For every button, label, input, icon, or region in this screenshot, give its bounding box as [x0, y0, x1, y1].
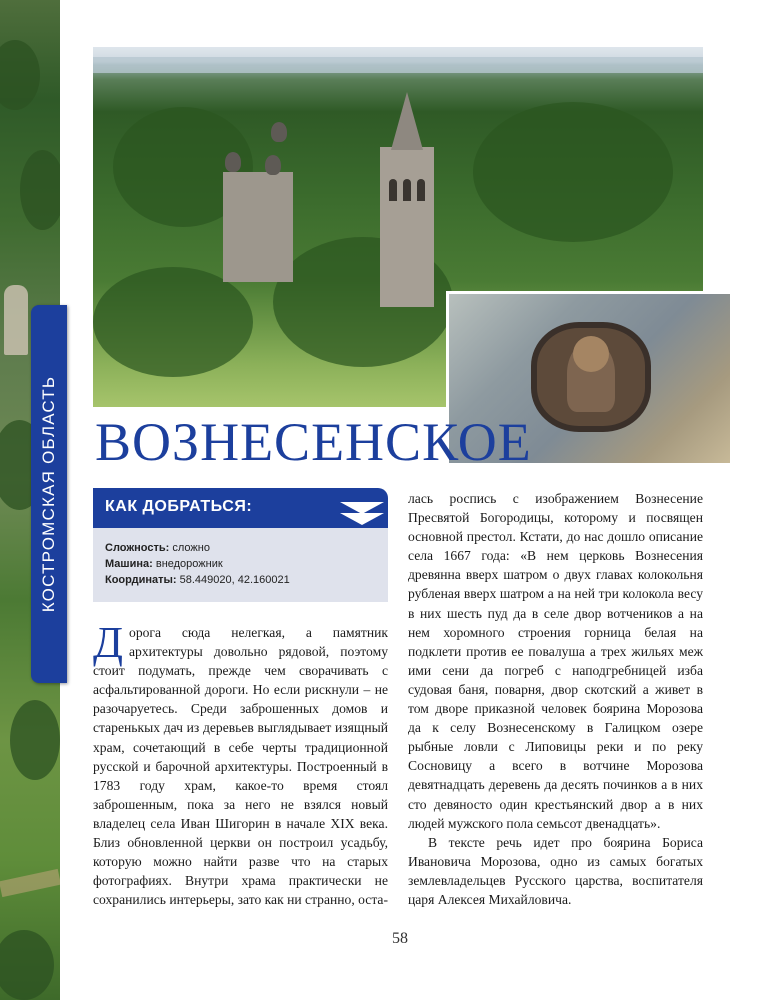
article-text-1: орога сюда нелегкая, а памятник архитектуры довольно рядовой, поэтому стоит подумать, прежде чем сворачивать с асфальтированной дороги. Но если рискнули – не разочаруетесь. Среди заброшенных домов и старенькых дач из деревьев выглядывает изящный храм, сочетающий в себе черты традиционной русской и барочной архитектуры. Построенный в 1783 году храм, какое-то время стоял заброшенным, пока за него не взялся новый владелец села Иван Шигорин в начале XIX века. Близ обновленной церкви он построил усадьбу, которую можно найти разве что на старых фотографиях. Внутри храма практически не сохранились интерьеры, зато как ни странно, оста-: [93, 625, 388, 908]
drop-cap: Д: [93, 618, 124, 667]
vehicle-label: Машина:: [105, 558, 153, 570]
article-paragraph-1: [93, 618, 388, 909]
strip-tree: [20, 150, 60, 230]
strip-church: [4, 285, 28, 355]
article-paragraph-3: В тексте речь идет про боярина Бориса Ивановича Морозова, одно из самых богатых землевладельцев Русского царства, воспитателя царя Алексея Михайловича.: [408, 834, 703, 907]
belltower-spire: [391, 92, 423, 150]
coords-value: 58.449020, 42.160021: [179, 574, 290, 586]
difficulty-label: Сложность:: [105, 542, 170, 554]
church-dome: [265, 155, 281, 175]
difficulty-line: [105, 542, 210, 554]
photo-church: [223, 172, 293, 282]
how-to-get-header: [93, 488, 388, 528]
how-to-get-heading: КАК ДОБРАТЬСЯ:: [105, 498, 253, 515]
article-paragraph-2: лась роспись с изображением Вознесение Пресвятой Богородицы, которому и посвящен основной престол. Кстати, до нас дошло описание села 1667 года: «В нем церковь Вознесения древянна вверх шатром о двух главах колокольня рубленая вверх шатром а на ней три колокола весу в них шесть пуд да в селе двор вотчеников а на нем хоромного строения горница белая на подклети против ее повалуша а трех жильях меж ими сени да погреб с наподгребницей изба судовая баня, поварня, двор скотский а живет в том дворе приказной человек боярина Морозова да к селу Вознесенскому в Галицком озере рыбные ловли с Липовицы реки и по реку Сосновицу а всего в вотчине Морозова девятнадцать деревень да десять починков а в них сто девяносто один крестьянский двор а в них людей мужского пола семьсот двенадцать».: [408, 491, 703, 831]
coords-line: [105, 574, 290, 586]
photo-lake: [93, 57, 703, 73]
photo-belltower: [380, 147, 434, 307]
how-to-get-body: [93, 528, 388, 602]
strip-tree: [0, 40, 40, 110]
how-to-get-box: [93, 488, 388, 602]
page-number: 58: [392, 930, 408, 947]
vehicle-value: внедорожник: [155, 558, 223, 570]
strip-tree: [10, 700, 60, 780]
photo-tree: [473, 102, 673, 242]
church-dome: [271, 122, 287, 142]
region-tab-label: КОСТРОМСКАЯ ОБЛАСТЬ: [39, 375, 58, 613]
fresco-halo: [573, 336, 609, 372]
vehicle-line: [105, 558, 223, 570]
page-title: ВОЗНЕСЕНСКОЕ: [95, 412, 532, 472]
strip-path: [0, 869, 60, 897]
belltower-window: [389, 179, 397, 201]
article-column-2: [408, 489, 703, 909]
coords-label: Координаты:: [105, 574, 177, 586]
belltower-window: [403, 179, 411, 201]
region-tab: [31, 305, 67, 683]
church-dome: [225, 152, 241, 172]
belltower-window: [417, 179, 425, 201]
difficulty-value: сложно: [172, 542, 210, 554]
article-column-1: [93, 618, 388, 909]
photo-tree: [93, 267, 253, 377]
strip-tree: [0, 930, 54, 1000]
